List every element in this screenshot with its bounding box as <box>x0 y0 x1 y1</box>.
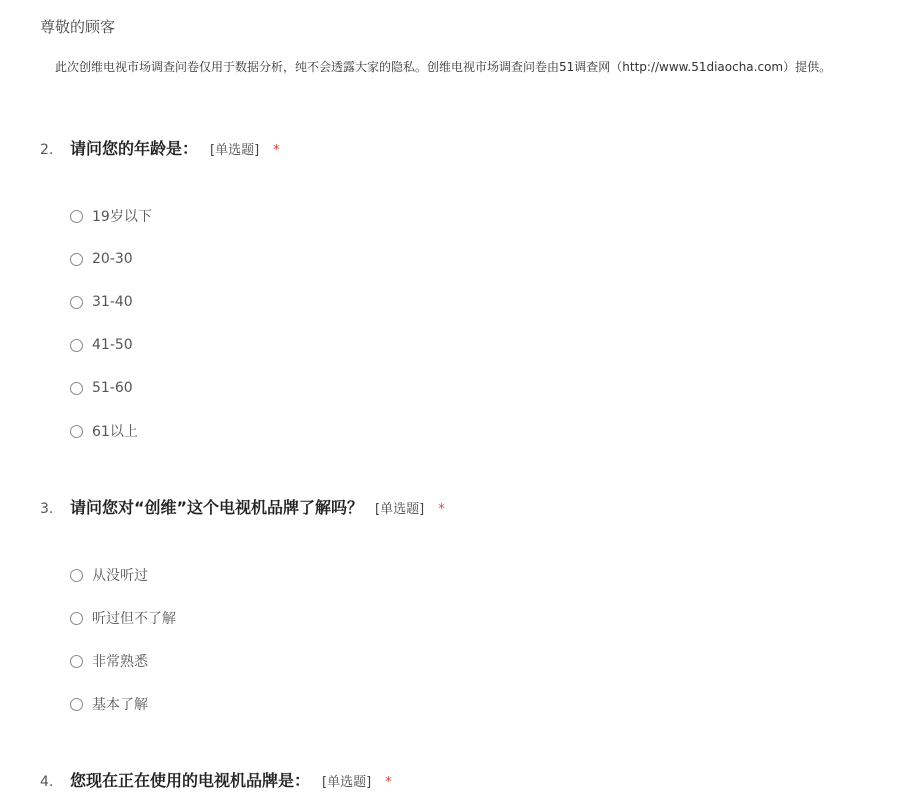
question-number: 4. <box>40 774 54 790</box>
question-3 <box>40 495 880 713</box>
option-label: 61以上 <box>92 424 138 440</box>
survey-intro: 此次创维电视市场调查问卷仅用于数据分析，纯不会透露大家的隐私。创维电视市场调查问卷由51调查网（http://www.51diaocha.com）提供。 <box>55 60 832 74</box>
required-marker: * <box>385 775 392 790</box>
question-text: 请问您对“创维”这个电视机品牌了解吗？ <box>70 498 364 517</box>
radio-button[interactable] <box>70 612 83 625</box>
radio-button[interactable] <box>70 698 83 711</box>
radio-button[interactable] <box>70 210 83 223</box>
required-marker: * <box>438 502 445 517</box>
question-type-badge: [单选题] <box>375 502 425 517</box>
question-text: 请问您的年龄是： <box>70 139 199 158</box>
option-label: 19岁以下 <box>92 209 152 225</box>
option-label: 从没听过 <box>92 568 148 584</box>
option-age-under-19[interactable] <box>70 206 152 226</box>
question-text: 您现在正在使用的电视机品牌是： <box>70 771 311 790</box>
question-title <box>40 136 880 160</box>
option-heard-not-familiar[interactable] <box>70 608 176 628</box>
radio-button[interactable] <box>70 655 83 668</box>
question-number: 2. <box>40 142 54 158</box>
option-age-41-50[interactable] <box>70 335 133 355</box>
question-type-badge: [单选题] <box>210 143 260 158</box>
radio-button[interactable] <box>70 382 83 395</box>
question-title <box>40 768 880 792</box>
option-label: 听过但不了解 <box>92 611 176 627</box>
option-age-61-plus[interactable] <box>70 421 138 441</box>
question-4 <box>40 768 880 792</box>
option-label: 51-60 <box>92 380 133 396</box>
question-title <box>40 495 880 519</box>
radio-button[interactable] <box>70 425 83 438</box>
survey-greeting: 尊敬的顾客 <box>40 18 116 36</box>
question-type-badge: [单选题] <box>322 775 372 790</box>
question-number: 3. <box>40 501 54 517</box>
option-age-31-40[interactable] <box>70 292 133 312</box>
radio-button[interactable] <box>70 296 83 309</box>
option-never-heard[interactable] <box>70 565 148 585</box>
option-basically-understand[interactable] <box>70 694 148 714</box>
option-age-51-60[interactable] <box>70 378 133 398</box>
option-label: 31-40 <box>92 294 133 310</box>
option-label: 非常熟悉 <box>92 654 148 670</box>
option-label: 20-30 <box>92 251 133 267</box>
option-age-20-30[interactable] <box>70 249 133 269</box>
option-label: 基本了解 <box>92 697 148 713</box>
radio-button[interactable] <box>70 253 83 266</box>
radio-button[interactable] <box>70 339 83 352</box>
required-marker: * <box>273 143 280 158</box>
option-label: 41-50 <box>92 337 133 353</box>
radio-button[interactable] <box>70 569 83 582</box>
option-very-familiar[interactable] <box>70 651 148 671</box>
question-2 <box>40 136 880 440</box>
